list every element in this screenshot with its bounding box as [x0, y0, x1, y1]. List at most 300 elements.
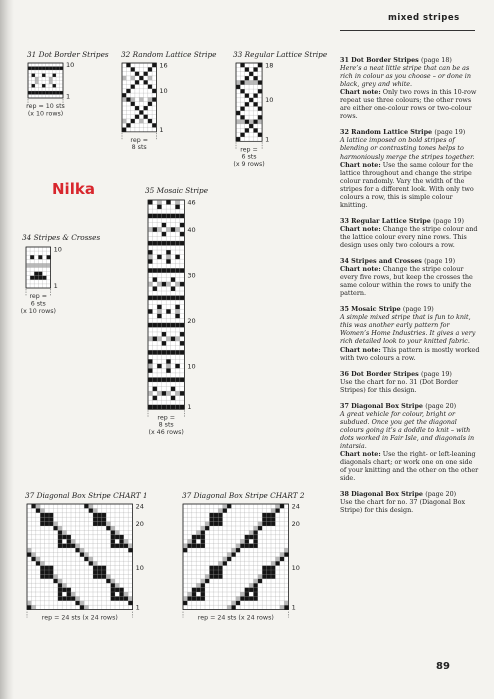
chart-stitch — [218, 574, 222, 578]
row-number: 40 — [187, 225, 196, 234]
chart-stitch — [35, 91, 39, 95]
chart-stitch — [240, 89, 244, 93]
chart-stitch — [27, 601, 31, 605]
chart-stitch — [32, 91, 36, 95]
chart-stitch — [84, 552, 88, 556]
chart-stitch — [236, 85, 240, 89]
chart-stitch — [30, 255, 34, 259]
chart-stitch — [119, 539, 123, 543]
chart-stitch — [223, 557, 227, 561]
chart-stitch — [171, 268, 176, 273]
chart-stitch — [192, 544, 196, 548]
chart-stitch — [124, 596, 128, 600]
chart-stitch — [166, 359, 171, 364]
chart-stitch — [84, 504, 88, 508]
chart-stitch — [153, 337, 158, 342]
chart-stitch — [236, 120, 240, 124]
chart-stitch — [144, 80, 148, 84]
chart-stitch — [102, 570, 106, 574]
chart-stitch — [180, 377, 185, 382]
chart-stitch — [40, 561, 44, 565]
chart-stitch — [240, 592, 244, 596]
chart-stitch — [42, 91, 46, 95]
chart-stitch — [106, 522, 110, 526]
chart-stitch — [49, 77, 53, 81]
repeat-label: rep = — [240, 146, 258, 154]
chart-stitch — [271, 508, 275, 512]
chart-stitch — [223, 504, 227, 508]
chart-stitch — [58, 539, 62, 543]
chart-stitch — [192, 535, 196, 539]
chart-stitch — [75, 596, 79, 600]
chart-stitch — [93, 566, 97, 570]
row-number: 1 — [187, 403, 192, 412]
chart-stitch — [153, 396, 158, 401]
chart-stitch — [171, 286, 176, 291]
chart-stitch — [115, 588, 119, 592]
chart-stitch — [240, 107, 244, 111]
row-number: 1 — [291, 603, 296, 612]
repeat-label: (x 10 rows) — [20, 307, 56, 315]
chart-stitch — [267, 574, 271, 578]
chart-stitch — [56, 67, 60, 71]
chart-stitch — [205, 526, 209, 530]
chart-stitch — [157, 350, 162, 355]
row-number: 10 — [187, 362, 196, 371]
note-36: 36 Dot Border Stripes (page 19) Use the chart for no. 31 (Dot Border Stripes) for this design. — [340, 369, 459, 394]
chart-stitch — [192, 596, 196, 600]
chart-stitch — [115, 583, 119, 587]
pattern-notes — [340, 56, 480, 522]
chart-stitch — [115, 535, 119, 539]
chart-stitch — [97, 517, 101, 521]
chart-stitch — [157, 377, 162, 382]
chart-stitch — [93, 513, 97, 517]
note-35: 35 Mosaic Stripe (page 19) A simple mixed stripe that is fun to knit, this was another early pattern for Women’s Home Industries. It gives a very rich detailed look to your knitted fabric. Chart note: This pattern is mostly worked with two colours a row. — [340, 305, 480, 362]
chart-stitch — [166, 364, 171, 369]
chart-stitch — [175, 391, 180, 396]
chart-stitch — [36, 561, 40, 565]
chart-stitch — [157, 314, 162, 319]
chart-stitch — [122, 128, 126, 132]
chart-stitch — [153, 241, 158, 246]
chart-stitch — [131, 67, 135, 71]
chart-stitch — [205, 579, 209, 583]
chart-stitch — [42, 84, 46, 88]
chart-stitch — [42, 276, 46, 280]
chart-stitch — [27, 552, 31, 556]
chart-stitch — [38, 255, 42, 259]
chart-stitch — [284, 552, 288, 556]
chart-stitch — [205, 522, 209, 526]
chart-stitch — [93, 561, 97, 565]
chart-stitch — [89, 508, 93, 512]
chart-stitch — [192, 539, 196, 543]
chart-stitch — [253, 526, 257, 530]
chart-stitch — [162, 296, 167, 301]
chart-stitch — [253, 530, 257, 534]
chart-stitch — [53, 574, 57, 578]
chart-stitch — [253, 588, 257, 592]
chart-stitch — [157, 337, 162, 342]
chart-stitch — [62, 544, 66, 548]
chart-stitch — [240, 544, 244, 548]
chart-stitch — [196, 535, 200, 539]
book-spine-shadow — [0, 0, 14, 699]
chart-stitch — [102, 574, 106, 578]
chart-stitch — [166, 337, 171, 342]
chart-stitch — [249, 535, 253, 539]
chart-stitch — [139, 119, 143, 123]
chart-stitch — [119, 592, 123, 596]
chart-stitch — [157, 305, 162, 310]
chart-stitch — [253, 93, 257, 97]
chart-stitch — [148, 119, 152, 123]
chart-stitch — [175, 227, 180, 232]
chart-stitch — [236, 596, 240, 600]
chart-stitch — [249, 80, 253, 84]
chart-stitch — [148, 282, 153, 287]
chart-stitch — [148, 241, 153, 246]
chart-stitch — [262, 570, 266, 574]
chart-stitch — [214, 517, 218, 521]
chart-stitch — [218, 513, 222, 517]
chart-stitch — [253, 76, 257, 80]
chart-stitch — [214, 570, 218, 574]
chart-stitch — [258, 120, 262, 124]
chart-stitch — [115, 596, 119, 600]
chart-stitch — [275, 508, 279, 512]
chart-stitch — [71, 544, 75, 548]
chart-stitch — [175, 200, 180, 205]
row-number: 10 — [291, 564, 300, 572]
chart-stitch — [223, 561, 227, 565]
chart-stitch — [152, 89, 156, 93]
chart-stitch — [53, 579, 57, 583]
chart-stitch — [148, 67, 152, 71]
chart-stitch — [249, 544, 253, 548]
note-32: 32 Random Lattice Stripe (page 19) A lattice imposed on bold stripes of blending or contrasting tones helps to harmoniously merge the stripes together. Chart note: Use the same colour for the lattice throughout and change the stripe colour randomly. Vary the width of the stripes for a different look. With only two colours a row, this is simple colour knitting. — [340, 128, 475, 209]
chart-stitch — [245, 128, 249, 132]
chart-stitch — [209, 522, 213, 526]
row-number: 20 — [291, 520, 300, 528]
chart-stitch — [89, 557, 93, 561]
row-number: 1 — [265, 135, 270, 144]
chart-stitch — [31, 504, 35, 508]
chart-stitch — [192, 588, 196, 592]
chart-stitch — [201, 539, 205, 543]
chart-stitch — [36, 504, 40, 508]
chart-stitch — [187, 544, 191, 548]
chart-stitch — [201, 592, 205, 596]
chart-stitch — [253, 80, 257, 84]
chart-stitch — [97, 570, 101, 574]
chart-stitch — [115, 530, 119, 534]
chart-stitch — [157, 282, 162, 287]
chart-stitch — [201, 544, 205, 548]
chart-stitch — [275, 504, 279, 508]
row-number: 30 — [187, 271, 196, 280]
row-number: 1 — [66, 92, 71, 101]
chart-stitch — [249, 530, 253, 534]
chart-stitch — [175, 323, 180, 328]
chart-stitch — [180, 268, 185, 273]
chart-stitch — [157, 227, 162, 232]
row-number: 1 — [53, 282, 58, 291]
caption-37-chart-2: 37 Diagonal Box Stripe CHART 2 — [182, 491, 305, 500]
chart-stitch — [271, 570, 275, 574]
repeat-label: (x 46 rows) — [148, 429, 184, 437]
chart-stitch — [47, 263, 51, 267]
chart-stitch — [245, 102, 249, 106]
chart-stitch — [148, 323, 153, 328]
chart-stitch — [106, 574, 110, 578]
chart-stitch — [34, 263, 38, 267]
row-number: 20 — [135, 520, 144, 528]
chart-stitch — [49, 81, 53, 85]
chart-stitch — [84, 605, 88, 609]
chart-stitch — [209, 566, 213, 570]
chart-stitch — [280, 552, 284, 556]
chart-stitch — [218, 561, 222, 565]
row-number: 20 — [187, 316, 196, 325]
chart-stitch — [253, 596, 257, 600]
chart-stitch — [97, 522, 101, 526]
chart-stitch — [67, 544, 71, 548]
chart-stitch — [126, 89, 130, 93]
chart-stitch — [53, 74, 57, 78]
chart-stitch — [148, 259, 153, 264]
chart-stitch — [53, 522, 57, 526]
chart-stitch — [162, 232, 167, 237]
chart-stitch — [245, 596, 249, 600]
chart-stitch — [240, 133, 244, 137]
chart-stitch — [58, 544, 62, 548]
chart-stitch — [166, 259, 171, 264]
chart-stitch — [40, 574, 44, 578]
chart-stitch — [62, 583, 66, 587]
chart-stitch — [102, 522, 106, 526]
chart-stitch — [157, 309, 162, 314]
chart-stitch — [166, 200, 171, 205]
chart-stitch — [40, 570, 44, 574]
chart-stitch — [62, 588, 66, 592]
repeat-label: 6 sts — [30, 300, 46, 308]
chart-stitch — [148, 364, 153, 369]
chart-stitch — [62, 596, 66, 600]
chart-stitch — [267, 570, 271, 574]
chart-stitch — [258, 522, 262, 526]
chart-stitch — [183, 596, 187, 600]
nilka-watermark: Nilka — [52, 180, 95, 198]
chart-stitch — [166, 241, 171, 246]
chart-stitch — [267, 513, 271, 517]
chart-stitch — [258, 80, 262, 84]
chart-stitch — [175, 309, 180, 314]
chart-stitch — [175, 296, 180, 301]
chart-stitch — [42, 74, 46, 78]
chart-stitch — [249, 98, 253, 102]
chart-stitch — [245, 76, 249, 80]
chart-34-stripes-crosses — [20, 245, 75, 322]
chart-stitch — [119, 596, 123, 600]
chart-stitch — [183, 601, 187, 605]
chart-stitch — [84, 557, 88, 561]
chart-stitch — [40, 517, 44, 521]
chart-stitch — [152, 63, 156, 67]
chart-stitch — [227, 552, 231, 556]
chart-stitch — [49, 91, 53, 95]
chart-stitch — [75, 601, 79, 605]
repeat-label: rep = 24 sts (x 24 rows) — [41, 614, 118, 622]
repeat-label: (x 9 rows) — [233, 161, 265, 169]
chart-stitch — [42, 67, 46, 71]
chart-stitch — [258, 574, 262, 578]
chart-stitch — [124, 539, 128, 543]
chart-stitch — [153, 277, 158, 282]
chart-stitch — [218, 517, 222, 521]
chart-stitch — [201, 583, 205, 587]
chart-stitch — [28, 67, 32, 71]
chart-stitch — [271, 561, 275, 565]
chart-stitch — [166, 323, 171, 328]
chart-stitch — [180, 391, 185, 396]
chart-stitch — [245, 120, 249, 124]
chart-stitch — [280, 504, 284, 508]
chart-stitch — [39, 91, 43, 95]
chart-stitch — [209, 517, 213, 521]
chart-stitch — [175, 377, 180, 382]
chart-stitch — [111, 530, 115, 534]
chart-stitch — [144, 106, 148, 110]
chart-stitch — [36, 508, 40, 512]
chart-stitch — [153, 268, 158, 273]
chart-stitch — [157, 268, 162, 273]
chart-stitch — [180, 341, 185, 346]
chart-stitch — [196, 583, 200, 587]
caption-34: 34 Stripes & Crosses — [22, 233, 101, 242]
chart-stitch — [148, 359, 153, 364]
chart-stitch — [131, 119, 135, 123]
chart-stitch — [227, 605, 231, 609]
chart-stitch — [171, 227, 176, 232]
chart-stitch — [111, 583, 115, 587]
repeat-label: (x 10 rows) — [27, 110, 64, 118]
chart-stitch — [175, 364, 180, 369]
chart-stitch — [152, 97, 156, 101]
chart-stitch — [131, 76, 135, 80]
chart-stitch — [148, 337, 153, 342]
chart-stitch — [267, 566, 271, 570]
chart-stitch — [262, 513, 266, 517]
chart-stitch — [175, 350, 180, 355]
chart-stitch — [40, 522, 44, 526]
chart-stitch — [171, 214, 176, 219]
chart-stitch — [171, 387, 176, 392]
chart-stitch — [240, 80, 244, 84]
chart-stitch — [223, 508, 227, 512]
chart-stitch — [166, 391, 171, 396]
chart-stitch — [80, 605, 84, 609]
chart-stitch — [58, 535, 62, 539]
chart-stitch — [36, 557, 40, 561]
chart-stitch — [67, 588, 71, 592]
chart-33-regular-lattice — [233, 61, 286, 175]
section-title: mixed stripes — [388, 13, 460, 23]
chart-stitch — [58, 526, 62, 530]
chart-stitch — [271, 522, 275, 526]
chart-stitch — [135, 115, 139, 119]
chart-stitch — [192, 592, 196, 596]
chart-stitch — [67, 592, 71, 596]
chart-stitch — [262, 574, 266, 578]
chart-stitch — [49, 570, 53, 574]
chart-stitch — [153, 214, 158, 219]
chart-stitch — [157, 214, 162, 219]
chart-stitch — [126, 123, 130, 127]
chart-stitch — [175, 282, 180, 287]
chart-stitch — [153, 296, 158, 301]
chart-stitch — [35, 77, 39, 81]
note-34: 34 Stripes and Crosses (page 19) Chart note: Change the stripe colour every five rows, but keep the crosses the same colour within the rows to unify the pattern. — [340, 257, 473, 298]
chart-stitch — [27, 605, 31, 609]
chart-stitch — [157, 405, 162, 410]
chart-stitch — [245, 67, 249, 71]
chart-stitch — [236, 544, 240, 548]
chart-stitch — [245, 80, 249, 84]
chart-stitch — [58, 592, 62, 596]
chart-stitch — [175, 268, 180, 273]
chart-stitch — [153, 405, 158, 410]
row-number: 10 — [135, 564, 144, 572]
chart-stitch — [34, 272, 38, 276]
chart-stitch — [119, 535, 123, 539]
chart-stitch — [196, 530, 200, 534]
repeat-label: 8 sts — [158, 421, 174, 429]
row-number: 16 — [159, 61, 168, 70]
chart-stitch — [148, 102, 152, 106]
chart-stitch — [214, 513, 218, 517]
chart-stitch — [267, 522, 271, 526]
chart-stitch — [148, 250, 153, 255]
chart-stitch — [30, 276, 34, 280]
chart-stitch — [111, 592, 115, 596]
chart-stitch — [166, 282, 171, 287]
chart-stitch — [148, 405, 153, 410]
chart-stitch — [245, 544, 249, 548]
chart-stitch — [183, 544, 187, 548]
chart-stitch — [166, 227, 171, 232]
chart-stitch — [131, 102, 135, 106]
repeat-label: rep = — [157, 414, 176, 422]
chart-stitch — [58, 583, 62, 587]
chart-stitch — [49, 513, 53, 517]
repeat-label: 6 sts — [241, 153, 257, 161]
chart-stitch — [148, 309, 153, 314]
row-number: 10 — [265, 96, 274, 105]
chart-stitch — [231, 552, 235, 556]
chart-stitch — [128, 596, 132, 600]
chart-35-mosaic — [148, 200, 208, 443]
chart-stitch — [60, 91, 64, 95]
chart-stitch — [166, 255, 171, 260]
chart-stitch — [139, 97, 143, 101]
chart-stitch — [71, 592, 75, 596]
chart-stitch — [31, 552, 35, 556]
chart-stitch — [111, 579, 115, 583]
chart-stitch — [162, 282, 167, 287]
chart-stitch — [148, 377, 153, 382]
